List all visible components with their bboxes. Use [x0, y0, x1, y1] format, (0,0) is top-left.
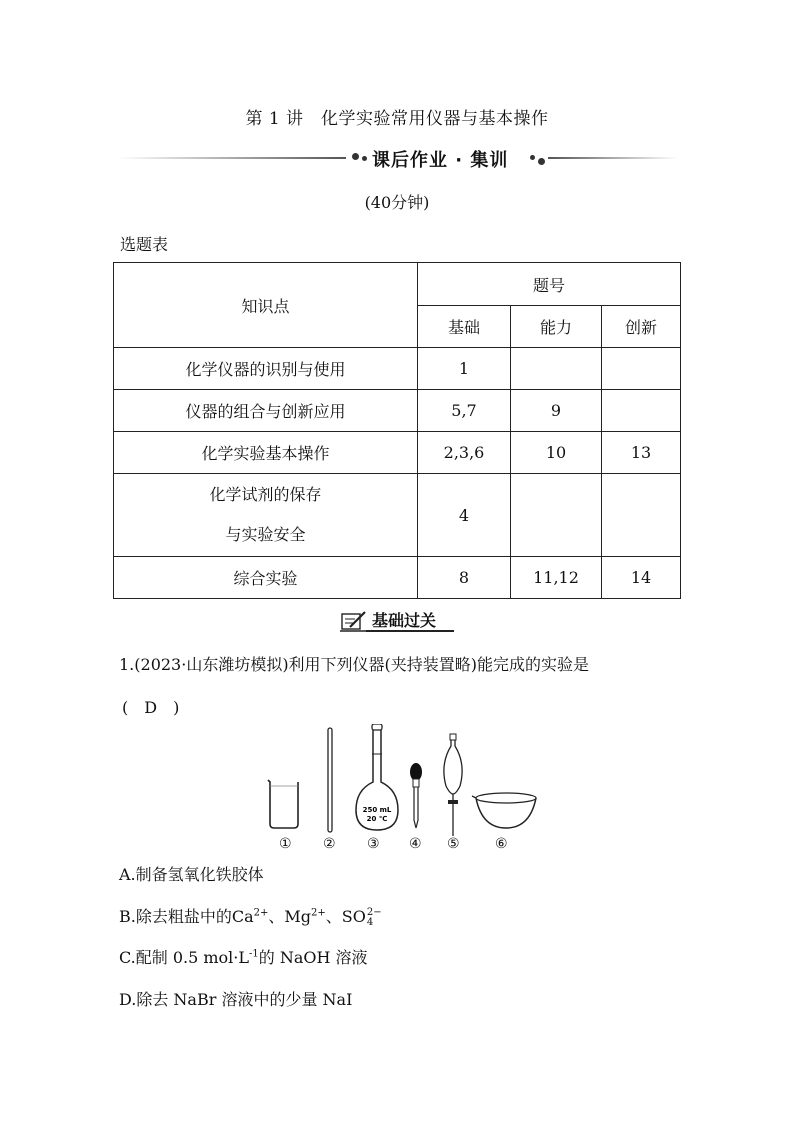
volumetric-flask-icon — [356, 724, 398, 830]
table-row — [114, 432, 681, 474]
cell-topic: 化学实验基本操作 — [114, 432, 418, 474]
option-c-prefix: C.配制 0.5 mol·L — [119, 948, 250, 967]
banner-dot-icon — [362, 156, 367, 161]
so4-subscript: 4 — [366, 916, 374, 928]
cell-topic — [114, 474, 418, 557]
apparatus-label: ④ — [409, 836, 422, 852]
apparatus-label: ② — [323, 836, 336, 852]
cell-basic: 1 — [418, 348, 511, 390]
topic-table — [113, 262, 681, 599]
apparatus-label: ① — [279, 836, 292, 852]
cell-basic: 2,3,6 — [418, 432, 511, 474]
cell-innovation — [602, 390, 681, 432]
flask-marking-volume: 250 mL — [362, 806, 392, 814]
cell-innovation — [602, 474, 681, 557]
option-c — [119, 945, 368, 968]
cell-ability — [511, 474, 602, 557]
option-b-prefix: B.除去粗盐中的Ca — [119, 907, 254, 926]
banner-dot-icon — [352, 153, 359, 160]
section-header — [338, 608, 456, 634]
option-b-sep1: 、Mg — [268, 907, 312, 926]
banner-line-right — [548, 157, 678, 159]
table-row — [114, 557, 681, 599]
cell-innovation: 14 — [602, 557, 681, 599]
cell-innovation: 13 — [602, 432, 681, 474]
cell-ability — [511, 348, 602, 390]
cell-topic: 化学仪器的识别与使用 — [114, 348, 418, 390]
ca-charge: 2+ — [253, 907, 269, 919]
header-basic: 基础 — [418, 306, 511, 348]
cell-ability: 11,12 — [511, 557, 602, 599]
apparatus-label: ⑥ — [495, 836, 508, 852]
header-question-no: 题号 — [418, 263, 681, 306]
apparatus-figure — [258, 724, 548, 854]
beaker-icon — [268, 780, 298, 828]
section-banner — [118, 144, 678, 172]
cell-topic: 仪器的组合与创新应用 — [114, 390, 418, 432]
option-a: A.制备氢氧化铁胶体 — [119, 865, 264, 884]
apparatus-label: ③ — [367, 836, 380, 852]
cell-topic-line1: 化学试剂的保存 — [209, 485, 322, 504]
glass-rod-icon — [328, 728, 332, 832]
evaporating-dish-icon — [472, 793, 536, 828]
flask-marking-temp: 20 ℃ — [366, 815, 388, 823]
table-row — [114, 348, 681, 390]
separatory-funnel-icon — [444, 734, 462, 836]
cell-topic: 综合实验 — [114, 557, 418, 599]
cell-basic: 8 — [418, 557, 511, 599]
cell-innovation — [602, 348, 681, 390]
page-title: 第 1 讲 化学实验常用仪器与基本操作 — [245, 109, 549, 129]
table-row — [114, 390, 681, 432]
header-knowledge: 知识点 — [114, 263, 418, 348]
banner-line-left — [118, 157, 346, 159]
table-label: 选题表 — [120, 235, 169, 254]
so4-charge: 2− — [366, 906, 382, 918]
pencil-note-icon — [338, 608, 368, 634]
cell-ability: 10 — [511, 432, 602, 474]
option-c-exponent: -1 — [249, 948, 259, 960]
section-title: 基础过关 — [372, 611, 437, 630]
banner-dot-icon — [538, 158, 545, 165]
banner-title: 课后作业 · 集训 — [372, 150, 509, 171]
option-b — [119, 904, 382, 928]
cell-topic-line2: 与实验安全 — [225, 525, 306, 544]
question-answer: ( D ) — [122, 698, 180, 717]
option-c-suffix: 的 NaOH 溶液 — [258, 948, 368, 967]
duration-text: (40分钟) — [364, 193, 430, 212]
option-b-sep2: 、SO — [325, 907, 366, 926]
table-row — [114, 474, 681, 557]
header-innovation: 创新 — [602, 306, 681, 348]
apparatus-label: ⑤ — [447, 836, 460, 852]
cell-basic: 4 — [418, 474, 511, 557]
cell-basic: 5,7 — [418, 390, 511, 432]
option-d: D.除去 NaBr 溶液中的少量 NaI — [119, 990, 353, 1009]
question-stem: 1.(2023·山东潍坊模拟)利用下列仪器(夹持装置略)能完成的实验是 — [119, 655, 590, 674]
cell-ability: 9 — [511, 390, 602, 432]
banner-dot-icon — [530, 155, 535, 160]
header-ability: 能力 — [511, 306, 602, 348]
dropper-icon — [410, 763, 422, 828]
mg-charge: 2+ — [311, 907, 326, 919]
